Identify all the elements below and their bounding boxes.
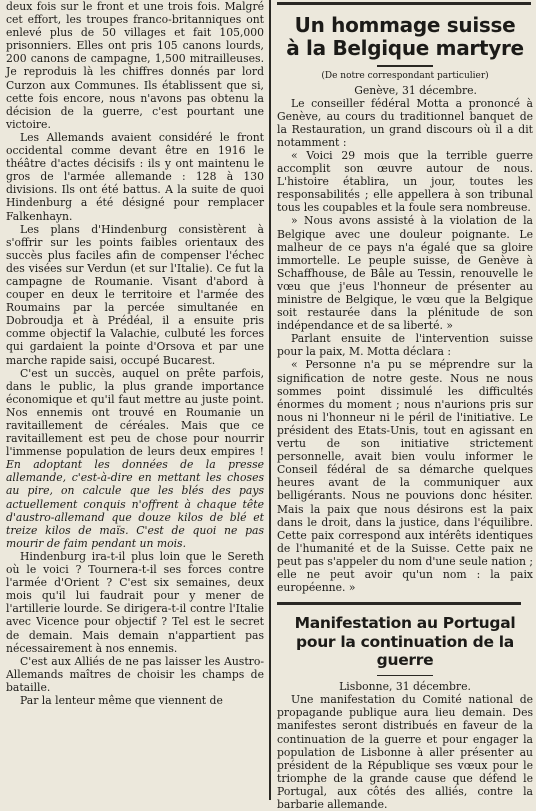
paragraph-sereth: Hindenburg ira-t-il plus loin que le Sereth où le voici ? Tournera-t-il ses forces contre l'armée d'Orient ? C'est six semaines, deux mois qu'il lui faudrait pour y mener de l'artillerie lourde. Se dirigera-t-il contre l'Italie avec Vicence pour objectif ? Tel est le secret de demain. Mais demain n'appartient pas nécessairement à nos ennemis. bbox=[6, 549, 264, 655]
dateline: Genève, 31 décembre. bbox=[354, 83, 477, 97]
headline-line-2: à la Belgique martyre bbox=[286, 36, 524, 60]
headline-rule bbox=[377, 675, 433, 677]
headline-line-1: Un hommage suisse bbox=[294, 13, 516, 37]
paragraph-allies: C'est aux Alliés de ne pas laisser les Austro-Allemands maîtres de choisir les champs de bataille. bbox=[6, 654, 264, 694]
article-paragraph: « Voici 29 mois que la terrible guerre accomplit son œuvre autour de nous. L'histoire établira, un jour, toutes les responsabilités ; elle appellera à son tribunal tous les coupables et la foule sera nombreuse. bbox=[277, 148, 533, 215]
article-paragraph: Une manifestation du Comité national de propagande publique aura lieu demain. Des manifestes seront distribués en faveur de la continuation de la guerre et pour engager la population de Lisbonne à aller présenter au président de la République ses vœux pour le triomphe de la grande cause que défend le Portugal, aux côtés des alliés, contre la barbarie allemande. bbox=[277, 693, 533, 811]
dateline: Lisbonne, 31 décembre. bbox=[339, 680, 471, 694]
headline-line-1: Manifestation au Portugal bbox=[294, 614, 516, 633]
paragraph-succes bbox=[6, 367, 264, 550]
article-paragraph: » Nous avons assisté à la violation de la Belgique avec une douleur poignante. Le malheur de ce pays n'a égalé que sa gloire immortelle. Le peuple suisse, de Genève à Schaffhouse, de Bâle au Tessin, renouvelle le vœu que j'eus l'honneur de présenter au ministre de Belgique, le vœu que la Belgique soit restaurée dans la plénitude de son indépendance et de sa liberté. » bbox=[277, 214, 533, 333]
headline-line-2: pour la continuation de la guerre bbox=[296, 632, 514, 670]
article-hommage-suisse bbox=[277, 14, 533, 594]
paragraph-hindenburg-plans: Les plans d'Hindenburg consistèrent à s'offrir sur les points faibles orientaux des succès plus faciles afin de compenser l'échec des visées sur Verdun (et sur l'Italie). Ce fut la campagne de Roumanie. Visant d'abord à couper en deux le territoire et l'armée des Roumains par la percée simultanée en Dobroudja et à Prédéal, il a ensuite pris comme objectif la Valachie, culbuté les forces qui gardaient la pointe d'Orsova et par une marche rapide saisi, occupé Bucarest. bbox=[6, 222, 264, 367]
headline-rule bbox=[377, 65, 433, 67]
article-paragraph: Le conseiller fédéral Motta a prononcé à Genève, au cours du traditionnel banquet de la Restauration, un grand discours où il a dit notamment : bbox=[277, 96, 533, 149]
paragraph-continued: deux fois sur le front et une trois fois. Malgré cet effort, les troupes franco-britanniques ont enlevé plus de 50 villages et fait 105,000 prisonniers. Elles ont pris 105 canons lourds, 200 canons de campagne, 1,500 mitrailleuses. Je reproduis là les chiffres donnés par lord Curzon aux Communes. Ils établissent que si, cette fois encore, nous n'avons pas obtenu la décision de la guerre, c'est pourtant une victoire. bbox=[6, 0, 264, 131]
article-portugal bbox=[277, 614, 533, 811]
right-column bbox=[277, 0, 533, 811]
paragraph-lenteur: Par la lenteur même que viennent de bbox=[20, 693, 223, 707]
article-paragraph: Parlant ensuite de l'intervention suisse pour la paix, M. Motta déclara : bbox=[277, 332, 533, 359]
article-separator bbox=[277, 602, 521, 605]
left-column bbox=[6, 0, 264, 800]
byline: (De notre correspondant particulier) bbox=[321, 70, 489, 81]
paragraph-allemands: Les Allemands avaient considéré le front occidental comme devant être en 1916 le théâtre d'actes décisifs : ils y ont maintenu le gros de l'armée allemande : 128 à 130 divisions. Ils ont été battus. A la suite de quoi Hindenburg a été désigné pour remplacer Falkenhayn. bbox=[6, 130, 264, 223]
italic-sentence: En adoptant les données de la presse allemande, c'est-à-dire en mettant les choses au pire, on calcule que les blés des pays actuellement conquis n'offrent à chaque tête d'austro-allemand que douze kilos de blé et treize kilos de maïs. C'est de quoi ne pas mourir de faim pendant un mois. bbox=[6, 458, 264, 550]
article-paragraph: « Personne n'a pu se méprendre sur la signification de notre geste. Nous ne nous sommes point dissimulé les difficultés énormes du moment ; nous n'aurions pris sur nous ni l'honneur ni le péril de l'initiative. Le président des Etats-Unis, tout en agissant en vertu de son initiative strictement personnelle, avait bien voulu informer le Conseil fédéral de sa démarche quelques heures avant de la communiquer aux belligérants. Nous ne pouvions donc hésiter. Mais la paix que nous désirons est la paix dans le droit, dans la justice, dans l'équilibre. Cette paix correspond aux intérêts identiques de l'humanité et de la Suisse. Cette paix ne peut pas s'appeler du nom d'une seule nation ; elle ne peut avoir qu'un nom : la paix européenne. » bbox=[277, 358, 533, 595]
paragraph-succes-text: C'est un succès, auquel on prête parfois, dans le public, la plus grande importance économique et qu'il faut mettre au juste point. Nos ennemis ont trouvé en Roumanie un ravitaillement de céréales. Mais que ce ravitaillement est peu de chose pour nourrir l'immense population de leurs deux empires ! bbox=[6, 366, 264, 459]
column-divider bbox=[269, 0, 271, 800]
